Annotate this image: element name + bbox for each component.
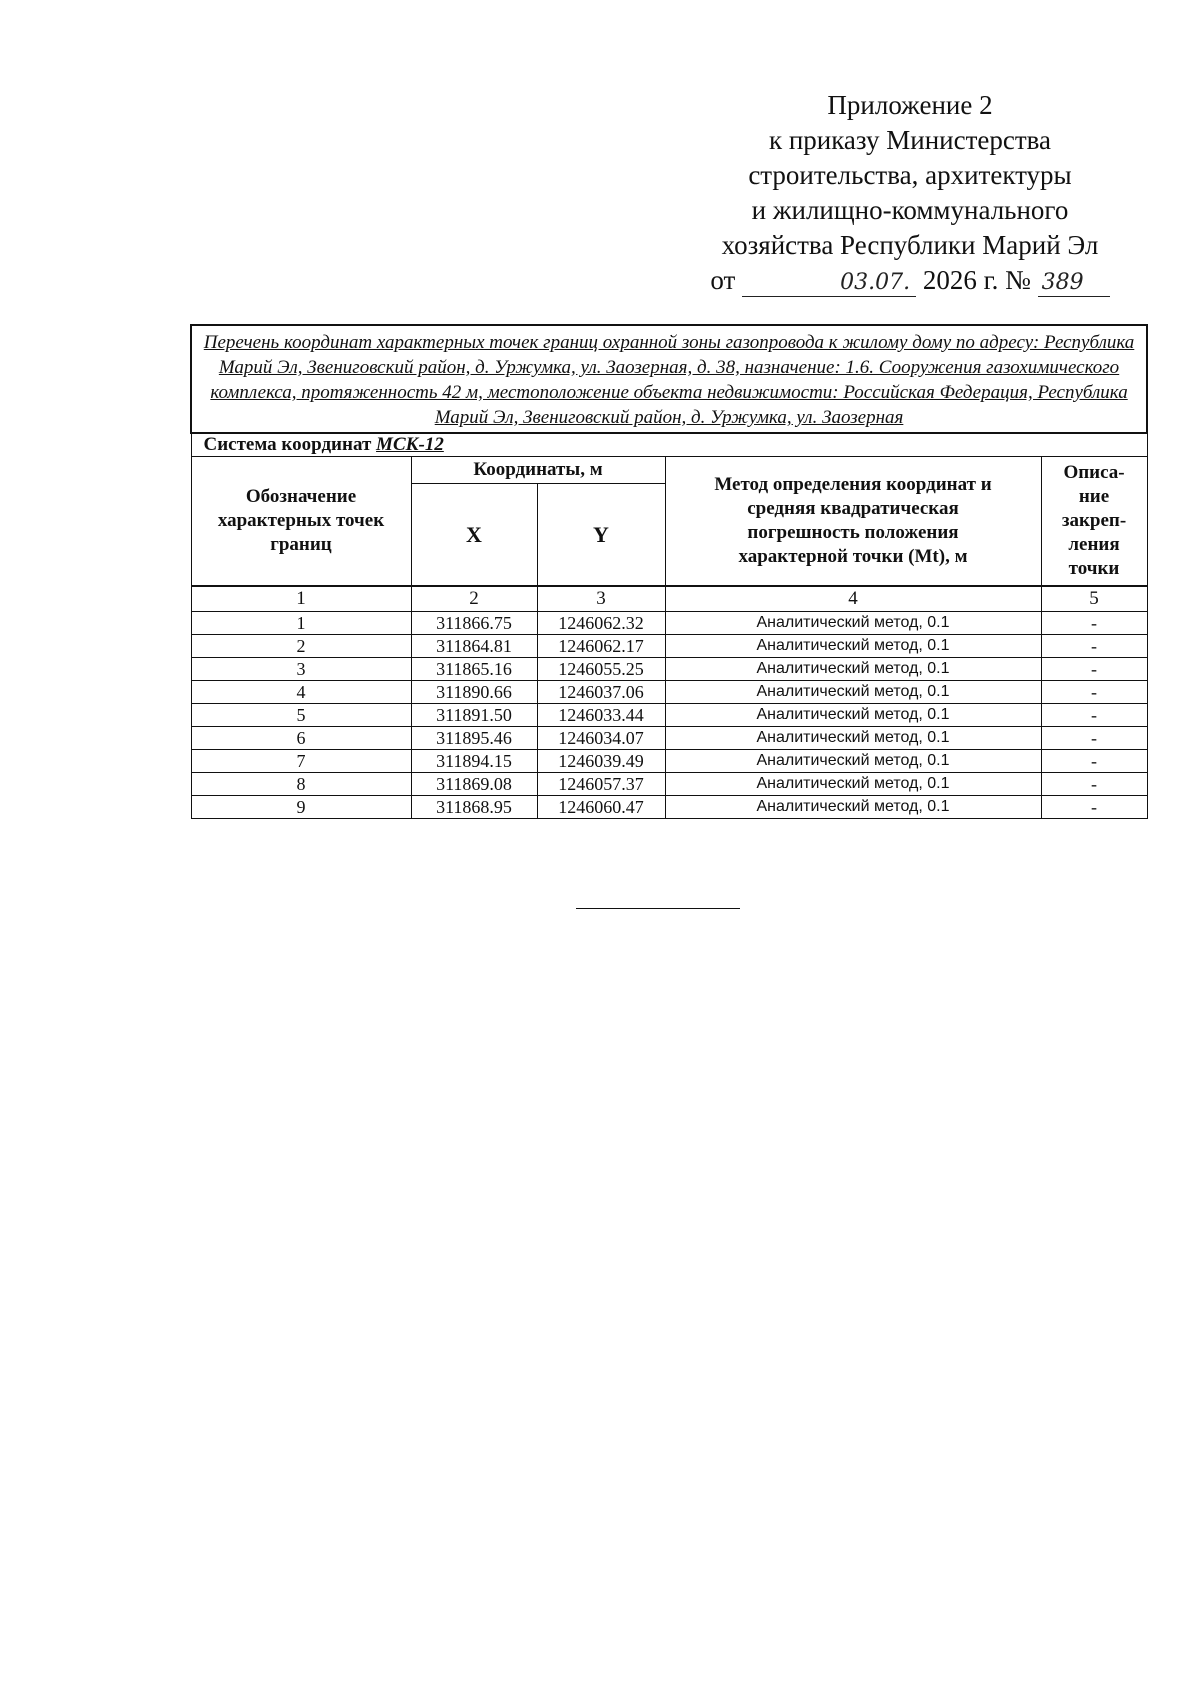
cell-description: -: [1041, 796, 1147, 819]
column-number: 2: [411, 586, 537, 612]
table-row: [191, 796, 1147, 819]
appendix-line: к приказу Министерства: [768, 125, 1052, 155]
cell-y: 1246037.06: [537, 681, 665, 704]
cell-x: 311891.50: [411, 704, 537, 727]
cell-description: -: [1041, 658, 1147, 681]
cell-method: Аналитический метод, 0.1: [665, 796, 1041, 819]
column-number: 4: [665, 586, 1041, 612]
header-coordinates: Координаты, м: [411, 457, 665, 484]
header-x: X: [411, 484, 537, 586]
cell-point: 8: [191, 773, 411, 796]
cell-x: 311865.16: [411, 658, 537, 681]
cell-y: 1246033.44: [537, 704, 665, 727]
coordinate-system-row: [191, 433, 1147, 457]
coordinate-system-label: Система координат: [203, 434, 372, 455]
order-number-handwritten: 389: [1038, 270, 1110, 297]
cell-y: 1246062.32: [537, 612, 665, 635]
table-row: [191, 612, 1147, 635]
end-of-document-line: [576, 908, 740, 909]
appendix-line: и жилищно-коммунального: [751, 195, 1069, 225]
appendix-header: [700, 88, 1120, 298]
cell-point: 3: [191, 658, 411, 681]
table-row: [191, 704, 1147, 727]
cell-y: 1246057.37: [537, 773, 665, 796]
cell-method: Аналитический метод, 0.1: [665, 727, 1041, 750]
cell-method: Аналитический метод, 0.1: [665, 681, 1041, 704]
cell-point: 1: [191, 612, 411, 635]
cell-x: 311868.95: [411, 796, 537, 819]
appendix-line: Приложение 2: [827, 90, 993, 120]
column-number: 5: [1041, 586, 1147, 612]
cell-x: 311866.75: [411, 612, 537, 635]
header-y: Y: [537, 484, 665, 586]
cell-x: 311895.46: [411, 727, 537, 750]
column-number-row: [191, 586, 1147, 612]
cell-description: -: [1041, 727, 1147, 750]
cell-method: Аналитический метод, 0.1: [665, 750, 1041, 773]
table-row: [191, 658, 1147, 681]
table-title-text: Перечень координат характерных точек границ охранной зоны газопровода к жилому дому по адресу: Республика Марий Эл, Звениговский район, д. Уржумка, ул. Заозерная, д. 38, назначение: 1.6. Сооружения газохимического комплекса, протяженность 42 м, местоположение объекта недвижимости: Российская Федерация, Республика Марий Эл, Звениговский район, д. Уржумка, ул. Заозерная: [203, 332, 1135, 428]
cell-y: 1246055.25: [537, 658, 665, 681]
coordinate-system: [191, 433, 1147, 457]
cell-point: 4: [191, 681, 411, 704]
table-row: [191, 681, 1147, 704]
cell-description: -: [1041, 750, 1147, 773]
cell-x: 311890.66: [411, 681, 537, 704]
cell-y: 1246062.17: [537, 635, 665, 658]
coordinate-system-value: МСК-12: [376, 434, 444, 455]
table-row: [191, 635, 1147, 658]
cell-x: 311864.81: [411, 635, 537, 658]
from-label: от: [710, 265, 736, 295]
order-year-label: 2026 г. №: [922, 265, 1031, 295]
cell-description: -: [1041, 612, 1147, 635]
cell-description: -: [1041, 704, 1147, 727]
header-point: Обозначение характерных точек границ: [191, 457, 411, 587]
cell-y: 1246039.49: [537, 750, 665, 773]
table-title-row: [191, 325, 1147, 433]
column-number: 3: [537, 586, 665, 612]
coordinates-table: [190, 324, 1148, 819]
table-title: [191, 325, 1147, 433]
table-row: [191, 773, 1147, 796]
cell-point: 7: [191, 750, 411, 773]
cell-method: Аналитический метод, 0.1: [665, 704, 1041, 727]
appendix-line: строительства, архитектуры: [748, 160, 1072, 190]
cell-description: -: [1041, 681, 1147, 704]
column-number: 1: [191, 586, 411, 612]
cell-y: 1246034.07: [537, 727, 665, 750]
table-row: [191, 750, 1147, 773]
header-row-1: [191, 457, 1147, 484]
table-row: [191, 727, 1147, 750]
cell-x: 311869.08: [411, 773, 537, 796]
cell-point: 9: [191, 796, 411, 819]
cell-description: -: [1041, 635, 1147, 658]
cell-method: Аналитический метод, 0.1: [665, 658, 1041, 681]
order-date-handwritten: 03.07.: [742, 270, 916, 297]
cell-point: 6: [191, 727, 411, 750]
cell-method: Аналитический метод, 0.1: [665, 635, 1041, 658]
cell-point: 2: [191, 635, 411, 658]
cell-y: 1246060.47: [537, 796, 665, 819]
cell-point: 5: [191, 704, 411, 727]
cell-method: Аналитический метод, 0.1: [665, 773, 1041, 796]
header-description: Описа-ние закреп-ления точки: [1041, 457, 1147, 587]
order-date-line: [700, 263, 1120, 298]
header-method: Метод определения координат и средняя квадратическая погрешность положения характерной точки (Mt), м: [665, 457, 1041, 587]
cell-method: Аналитический метод, 0.1: [665, 612, 1041, 635]
appendix-line: хозяйства Республики Марий Эл: [721, 230, 1099, 260]
cell-x: 311894.15: [411, 750, 537, 773]
cell-description: -: [1041, 773, 1147, 796]
